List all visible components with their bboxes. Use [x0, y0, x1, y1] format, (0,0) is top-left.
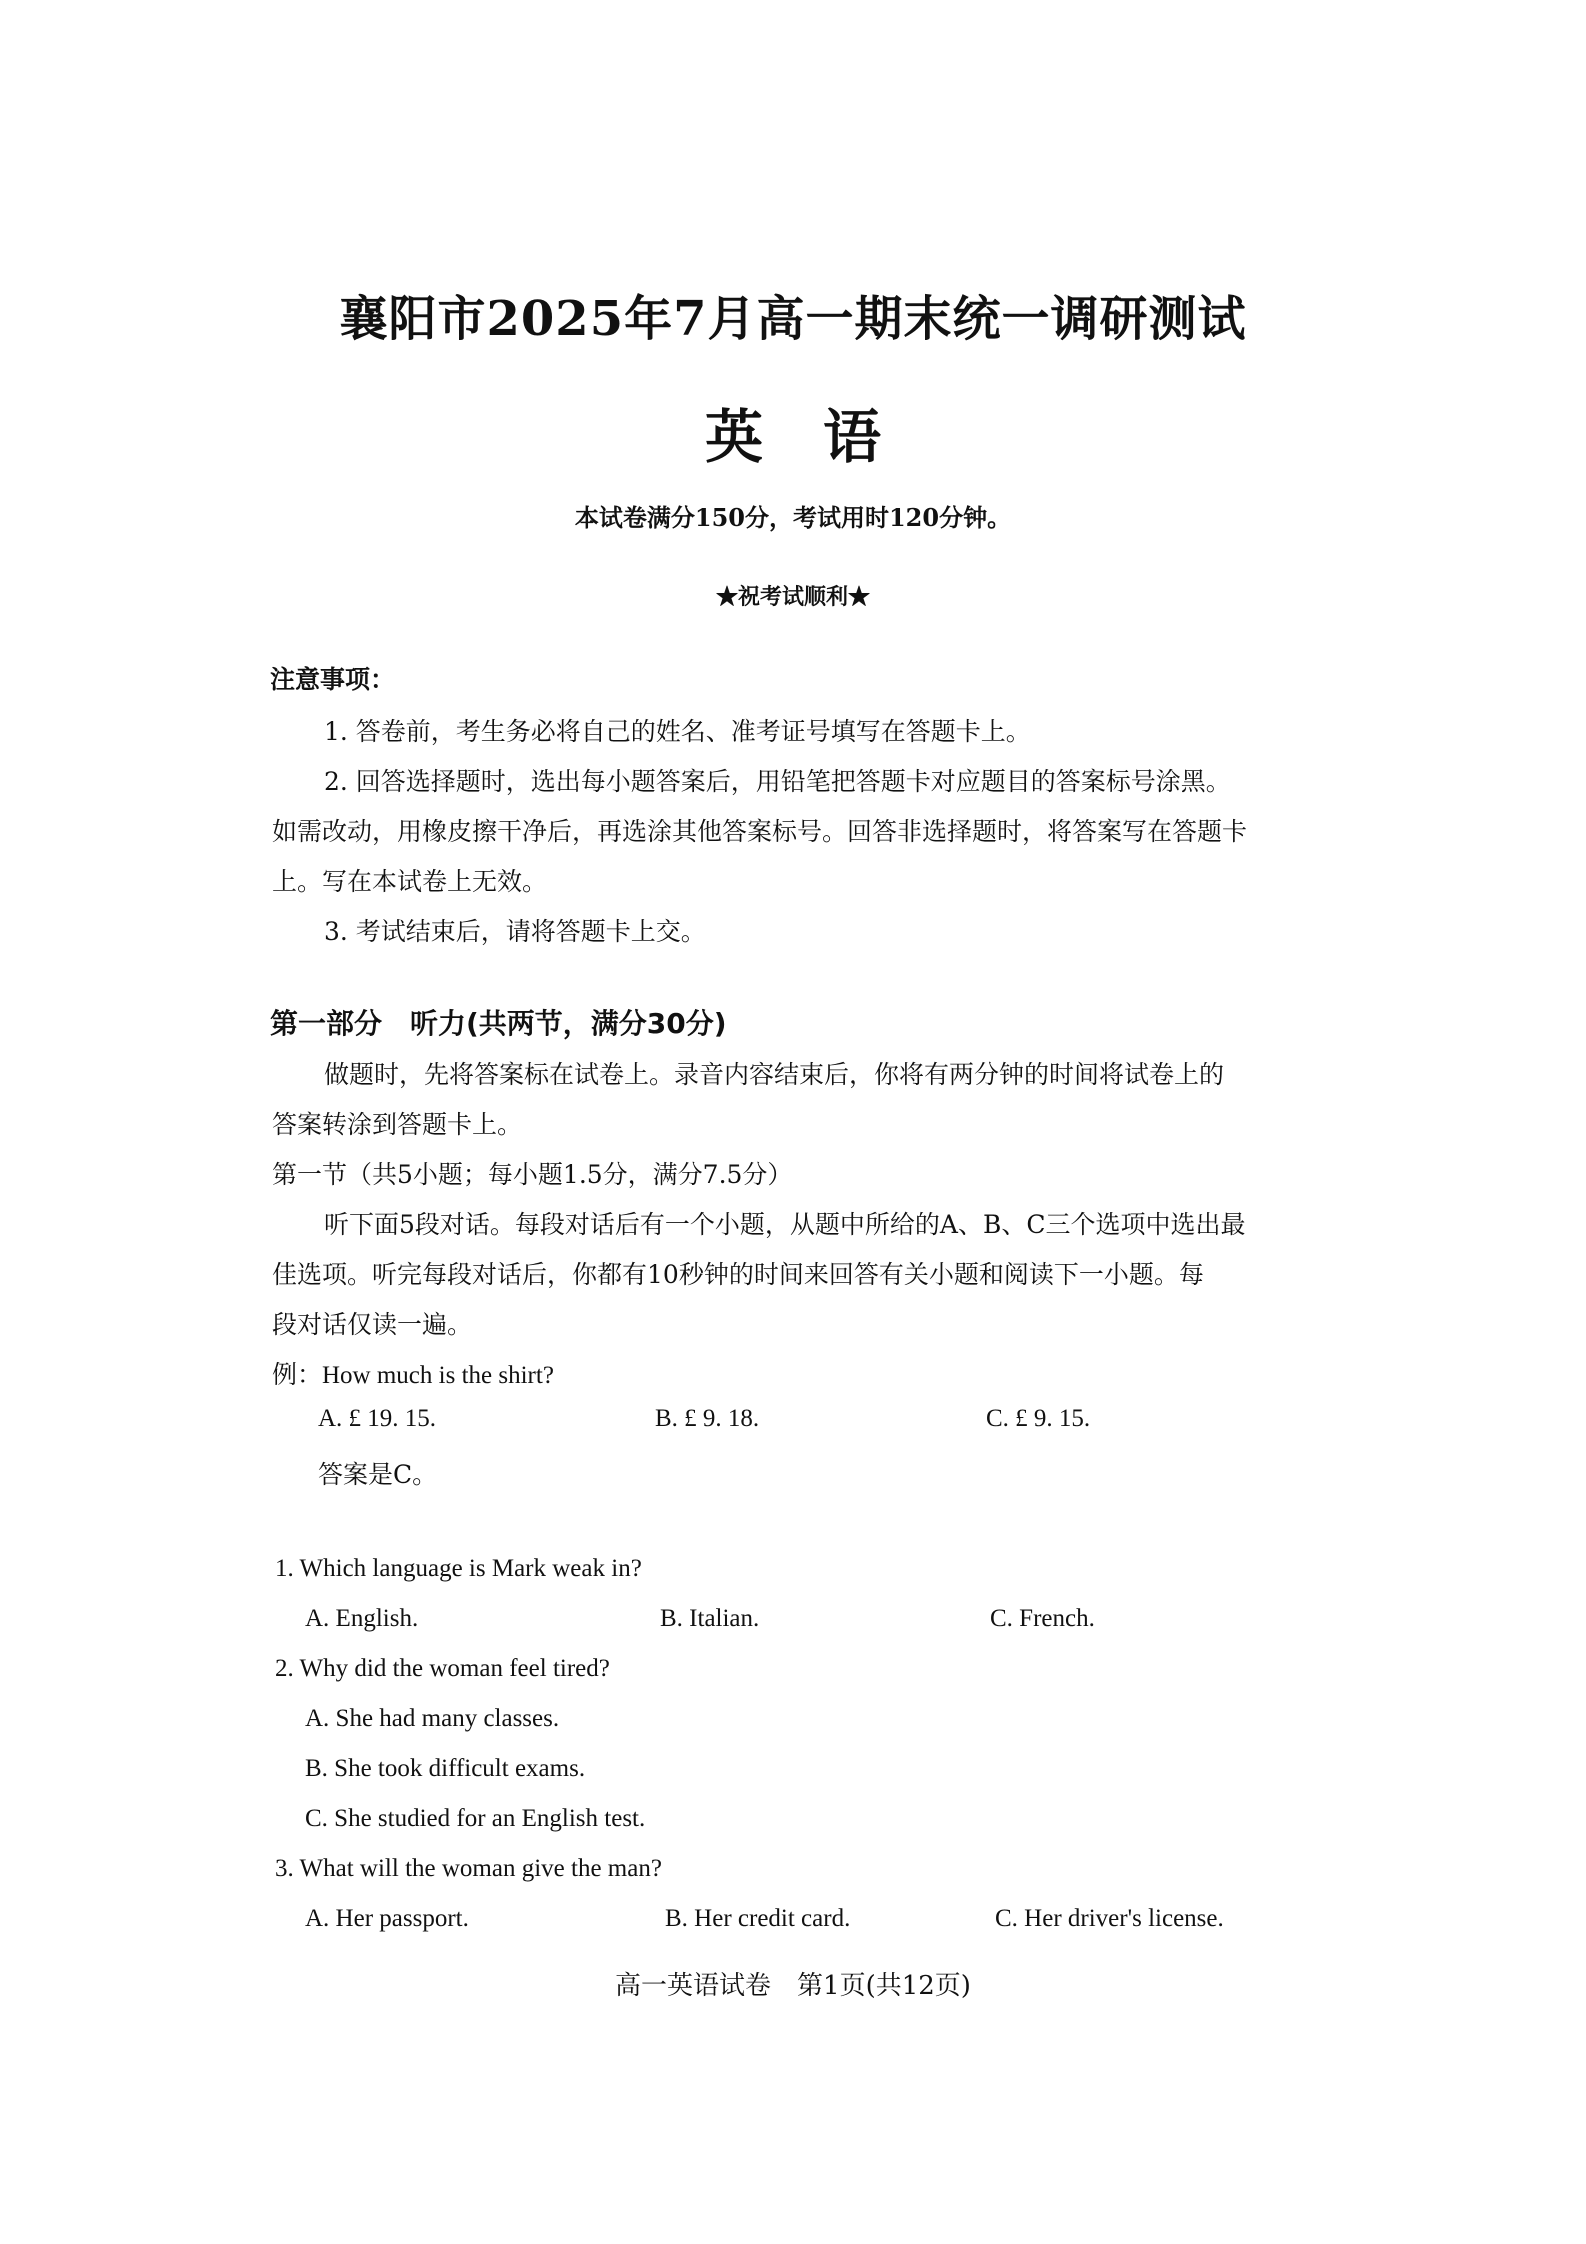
question-2-option-a: A. She had many classes. — [305, 1705, 560, 1732]
page-footer: 高一英语试卷 第1页(共12页) — [615, 1971, 971, 2001]
question-1-option-c: C. French. — [990, 1605, 1095, 1632]
question-2: 2. Why did the woman feel tired? — [275, 1655, 610, 1682]
example-question: 例：How much is the shirt? — [272, 1362, 554, 1389]
question-2-option-b: B. She took difficult exams. — [305, 1755, 586, 1782]
subject-title: 英语 — [704, 403, 941, 471]
exam-title: 襄阳市2025年7月高一期末统一调研测试 — [339, 291, 1247, 347]
section-heading: 第一节（共5小题；每小题1.5分，满分7.5分） — [272, 1160, 793, 1189]
part-heading: 第一部分 听力(共两节，满分30分) — [270, 1007, 727, 1040]
question-3-option-a: A. Her passport. — [305, 1905, 469, 1932]
example-option-c: C. £ 9. 15. — [986, 1405, 1091, 1432]
question-1: 1. Which language is Mark weak in? — [275, 1555, 642, 1582]
notice-line: 1. 答卷前，考生务必将自己的姓名、准考证号填写在答题卡上。 — [324, 717, 1031, 746]
question-3: 3. What will the woman give the man? — [275, 1855, 662, 1882]
question-1-option-a: A. English. — [305, 1605, 419, 1632]
notice-line: 3. 考试结束后，请将答题卡上交。 — [324, 917, 706, 946]
question-1-option-b: B. Italian. — [660, 1605, 760, 1632]
question-2-option-c: C. She studied for an English test. — [305, 1805, 646, 1832]
section-instruction: 听下面5段对话。每段对话后有一个小题，从题中所给的A、B、C三个选项中选出最 — [324, 1210, 1246, 1239]
example-option-b: B. £ 9. 18. — [655, 1405, 760, 1432]
question-3-option-c: C. Her driver's license. — [995, 1905, 1224, 1932]
example-option-a: A. £ 19. 15. — [318, 1405, 437, 1432]
part-instruction: 做题时，先将答案标在试卷上。录音内容结束后，你将有两分钟的时间将试卷上的 — [324, 1060, 1225, 1089]
question-3-option-b: B. Her credit card. — [665, 1905, 851, 1932]
notice-line: 2. 回答选择题时，选出每小题答案后，用铅笔把答题卡对应题目的答案标号涂黑。 — [324, 767, 1231, 796]
notice-line: 上。写在本试卷上无效。 — [272, 867, 548, 896]
good-luck-line: ★祝考试顺利★ — [715, 584, 870, 610]
exam-intro: 本试卷满分150分，考试用时120分钟。 — [574, 503, 1012, 532]
notice-heading: 注意事项： — [270, 665, 396, 694]
notice-line: 如需改动，用橡皮擦干净后，再选涂其他答案标号。回答非选择题时，将答案写在答题卡 — [272, 817, 1248, 846]
section-instruction: 佳选项。听完每段对话后，你都有10秒钟的时间来回答有关小题和阅读下一小题。每 — [272, 1260, 1204, 1289]
example-answer: 答案是C。 — [318, 1460, 438, 1489]
part-instruction: 答案转涂到答题卡上。 — [272, 1110, 523, 1139]
section-instruction: 段对话仅读一遍。 — [272, 1310, 473, 1339]
